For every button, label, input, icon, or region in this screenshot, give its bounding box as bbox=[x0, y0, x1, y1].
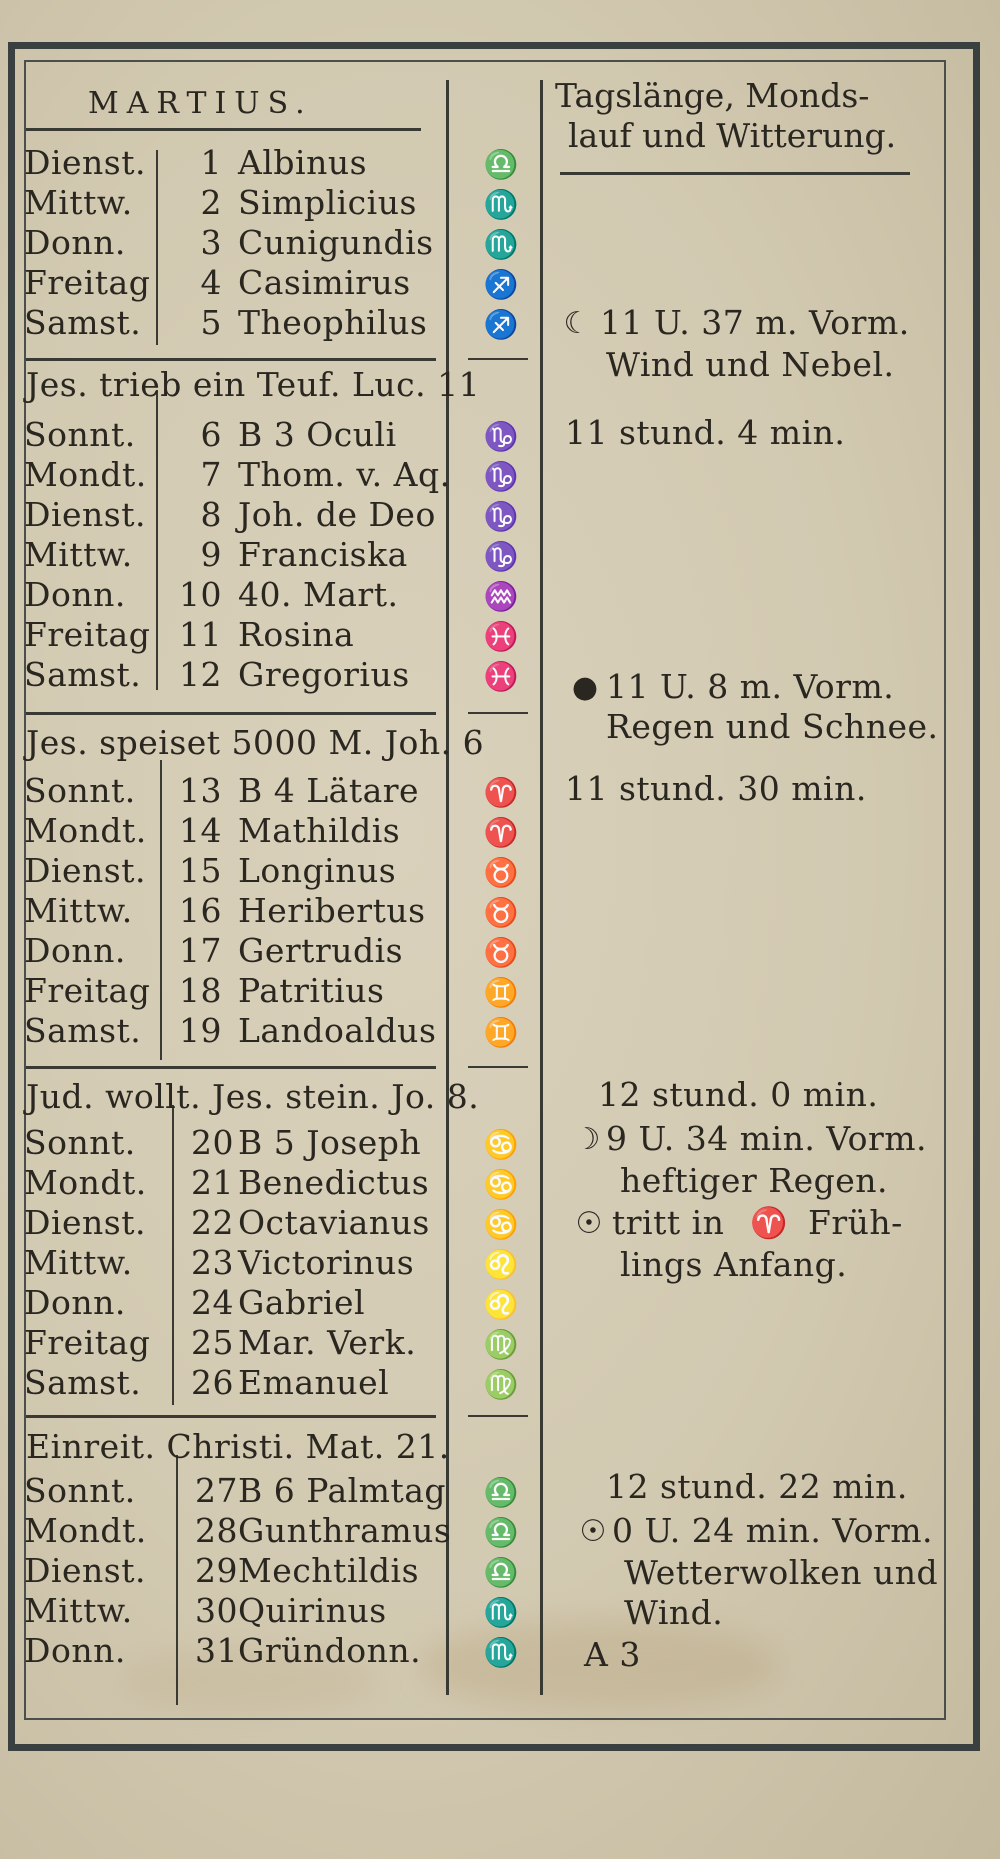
gospel-reading: Jes. speiset 5000 M. Joh. 6 bbox=[26, 723, 485, 762]
zodiac-icon: ♋ bbox=[483, 1127, 519, 1161]
saint-name: Octavianus bbox=[238, 1203, 430, 1242]
zodiac-icon: ♉ bbox=[483, 935, 519, 969]
day-number: 14 bbox=[179, 811, 222, 850]
weekday: Freitag bbox=[24, 971, 151, 1010]
weekday: Dienst. bbox=[24, 1203, 146, 1242]
day-number: 1 bbox=[200, 143, 222, 182]
sun-entry-text: tritt in bbox=[612, 1203, 725, 1242]
full-moon-time: 0 U. 24 min. Vorm. bbox=[612, 1511, 934, 1550]
zodiac-icon: ♓ bbox=[483, 619, 519, 653]
last-quarter-moon-icon: ☾ bbox=[563, 305, 591, 341]
weekday: Samst. bbox=[24, 303, 142, 342]
day-number: 26 bbox=[191, 1363, 234, 1402]
column-divider bbox=[540, 80, 543, 1695]
saint-name: Landoaldus bbox=[238, 1011, 437, 1050]
gospel-reading: Jes. trieb ein Teuf. Luc. 11 bbox=[26, 365, 481, 404]
day-number: 23 bbox=[191, 1243, 234, 1282]
signature-mark: A 3 bbox=[584, 1635, 641, 1674]
saint-name: B 3 Oculi bbox=[238, 415, 397, 454]
first-quarter-moon-icon: ☽ bbox=[573, 1121, 601, 1157]
zodiac-icon: ♏ bbox=[483, 1595, 519, 1629]
header-rule bbox=[26, 128, 421, 131]
day-number: 29 bbox=[195, 1551, 238, 1590]
day-number: 30 bbox=[195, 1591, 238, 1630]
weekday: Dienst. bbox=[24, 143, 146, 182]
weekday: Sonnt. bbox=[24, 1471, 136, 1510]
zodiac-icon: ♐ bbox=[483, 307, 519, 341]
month-title: MARTIUS. bbox=[88, 86, 313, 121]
saint-name: B 4 Lätare bbox=[238, 771, 420, 810]
first-quarter-time: 9 U. 34 min. Vorm. bbox=[606, 1119, 928, 1158]
weekday: Mittw. bbox=[24, 1243, 133, 1282]
zodiac-icon: ♐ bbox=[483, 267, 519, 301]
weather-note: Wetterwolken und bbox=[624, 1553, 939, 1592]
week-rule bbox=[26, 358, 436, 361]
day-length: 12 stund. 0 min. bbox=[598, 1075, 879, 1114]
weekday: Donn. bbox=[24, 1283, 126, 1322]
zodiac-icon: ♎ bbox=[483, 1515, 519, 1549]
new-moon-icon: ● bbox=[571, 669, 599, 705]
gospel-reading: Einreit. Christi. Mat. 21. bbox=[26, 1427, 450, 1466]
saint-name: Rosina bbox=[238, 615, 355, 654]
weekday: Freitag bbox=[24, 1323, 151, 1362]
weekday: Mittw. bbox=[24, 1591, 133, 1630]
saint-name: Longinus bbox=[238, 851, 397, 890]
day-length: 12 stund. 22 min. bbox=[606, 1467, 908, 1506]
weekday: Mondt. bbox=[24, 455, 147, 494]
day-number: 6 bbox=[200, 415, 222, 454]
weekday: Mittw. bbox=[24, 891, 133, 930]
saint-name: Emanuel bbox=[238, 1363, 390, 1402]
sun-entry-text: lings Anfang. bbox=[620, 1245, 848, 1284]
weekday: Mittw. bbox=[24, 183, 133, 222]
last-quarter-time: 11 U. 37 m. Vorm. bbox=[600, 303, 910, 342]
weekday: Mondt. bbox=[24, 1163, 147, 1202]
saint-name: Quirinus bbox=[238, 1591, 387, 1630]
saint-name: Simplicius bbox=[238, 183, 417, 222]
new-moon-time: 11 U. 8 m. Vorm. bbox=[606, 667, 895, 706]
day-number: 19 bbox=[179, 1011, 222, 1050]
zodiac-icon: ♊ bbox=[483, 975, 519, 1009]
weekday: Dienst. bbox=[24, 495, 146, 534]
weekday: Sonnt. bbox=[24, 1123, 136, 1162]
zodiac-icon: ♉ bbox=[483, 895, 519, 929]
saint-name: Gertrudis bbox=[238, 931, 404, 970]
day-length: 11 stund. 30 min. bbox=[565, 769, 867, 808]
zodiac-icon: ♑ bbox=[483, 459, 519, 493]
zodiac-icon: ♑ bbox=[483, 419, 519, 453]
header-rule bbox=[560, 172, 910, 175]
zodiac-icon: ♑ bbox=[483, 499, 519, 533]
day-number: 9 bbox=[200, 535, 222, 574]
full-moon-icon: ☉ bbox=[579, 1513, 607, 1549]
weekday: Donn. bbox=[24, 1631, 126, 1670]
saint-name: Albinus bbox=[238, 143, 368, 182]
saint-name: Mathildis bbox=[238, 811, 401, 850]
day-number: 2 bbox=[200, 183, 222, 222]
saint-name: Casimirus bbox=[238, 263, 411, 302]
weekday: Samst. bbox=[24, 655, 142, 694]
zodiac-rule bbox=[468, 358, 528, 360]
weekday: Samst. bbox=[24, 1011, 142, 1050]
day-number-divider bbox=[172, 1105, 174, 1405]
zodiac-icon: ♎ bbox=[483, 147, 519, 181]
zodiac-icon: ♉ bbox=[483, 855, 519, 889]
day-number: 5 bbox=[200, 303, 222, 342]
day-number: 13 bbox=[179, 771, 222, 810]
zodiac-icon: ♍ bbox=[483, 1327, 519, 1361]
zodiac-icon: ♏ bbox=[483, 227, 519, 261]
right-column-title: lauf und Witterung. bbox=[568, 116, 897, 155]
zodiac-icon: ♈ bbox=[483, 775, 519, 809]
weather-note: Wind und Nebel. bbox=[606, 345, 895, 384]
saint-name: Heribertus bbox=[238, 891, 426, 930]
day-number: 4 bbox=[200, 263, 222, 302]
zodiac-icon: ♎ bbox=[483, 1555, 519, 1589]
saint-name: Victorinus bbox=[238, 1243, 415, 1282]
day-number: 16 bbox=[179, 891, 222, 930]
day-number: 8 bbox=[200, 495, 222, 534]
saint-name: Thom. v. Aq. bbox=[238, 455, 451, 494]
day-number: 27 bbox=[195, 1471, 238, 1510]
weather-note: Regen und Schnee. bbox=[606, 707, 939, 746]
zodiac-icon: ♌ bbox=[483, 1247, 519, 1281]
day-length: 11 stund. 4 min. bbox=[565, 413, 846, 452]
zodiac-icon: ♒ bbox=[483, 579, 519, 613]
zodiac-icon: ♎ bbox=[483, 1475, 519, 1509]
weekday: Donn. bbox=[24, 575, 126, 614]
day-number: 12 bbox=[179, 655, 222, 694]
saint-name: Theophilus bbox=[238, 303, 428, 342]
weather-note: Wind. bbox=[624, 1593, 724, 1632]
day-number: 18 bbox=[179, 971, 222, 1010]
saint-name: Benedictus bbox=[238, 1163, 430, 1202]
day-number: 15 bbox=[179, 851, 222, 890]
right-column-title: Tagslänge, Monds- bbox=[555, 76, 870, 115]
saint-name: Gründonn. bbox=[238, 1631, 422, 1670]
weekday: Donn. bbox=[24, 223, 126, 262]
weekday: Freitag bbox=[24, 615, 151, 654]
saint-name: Gregorius bbox=[238, 655, 410, 694]
zodiac-icon: ♈ bbox=[483, 815, 519, 849]
saint-name: Mar. Verk. bbox=[238, 1323, 417, 1362]
zodiac-icon: ♑ bbox=[483, 539, 519, 573]
saint-name: Joh. de Deo bbox=[238, 495, 436, 534]
day-number-divider bbox=[160, 760, 162, 1060]
saint-name: Franciska bbox=[238, 535, 408, 574]
weekday: Freitag bbox=[24, 263, 151, 302]
zodiac-rule bbox=[468, 1066, 528, 1068]
weekday: Donn. bbox=[24, 931, 126, 970]
zodiac-icon: ♏ bbox=[483, 187, 519, 221]
saint-name: 40. Mart. bbox=[238, 575, 399, 614]
zodiac-icon: ♓ bbox=[483, 659, 519, 693]
weather-note: heftiger Regen. bbox=[620, 1161, 889, 1200]
weekday: Sonnt. bbox=[24, 771, 136, 810]
day-number: 31 bbox=[195, 1631, 238, 1670]
day-number: 17 bbox=[179, 931, 222, 970]
saint-name: Gunthramus bbox=[238, 1511, 452, 1550]
zodiac-icon: ♏ bbox=[483, 1635, 519, 1669]
weekday: Dienst. bbox=[24, 1551, 146, 1590]
weekday: Dienst. bbox=[24, 851, 146, 890]
day-number-divider bbox=[176, 1455, 178, 1705]
sun-icon: ☉ bbox=[575, 1205, 603, 1241]
saint-name: Cunigundis bbox=[238, 223, 434, 262]
day-number: 20 bbox=[191, 1123, 234, 1162]
week-rule bbox=[26, 1415, 436, 1418]
zodiac-icon: ♍ bbox=[483, 1367, 519, 1401]
zodiac-icon: ♋ bbox=[483, 1207, 519, 1241]
saint-name: Gabriel bbox=[238, 1283, 366, 1322]
day-number: 24 bbox=[191, 1283, 234, 1322]
day-number: 3 bbox=[200, 223, 222, 262]
weekday: Mondt. bbox=[24, 1511, 147, 1550]
saint-name: B 6 Palmtag bbox=[238, 1471, 447, 1510]
day-number: 10 bbox=[179, 575, 222, 614]
sun-entry-text: Früh- bbox=[808, 1203, 903, 1242]
aries-sign-icon: ♈ bbox=[750, 1205, 788, 1241]
day-number: 22 bbox=[191, 1203, 234, 1242]
week-rule bbox=[26, 1066, 436, 1069]
weekday: Sonnt. bbox=[24, 415, 136, 454]
day-number: 7 bbox=[200, 455, 222, 494]
day-number: 25 bbox=[191, 1323, 234, 1362]
week-rule bbox=[26, 712, 436, 715]
saint-name: Mechtildis bbox=[238, 1551, 420, 1590]
day-number: 21 bbox=[191, 1163, 234, 1202]
zodiac-icon: ♊ bbox=[483, 1015, 519, 1049]
weekday: Mittw. bbox=[24, 535, 133, 574]
zodiac-rule bbox=[468, 1415, 528, 1417]
saint-name: B 5 Joseph bbox=[238, 1123, 422, 1162]
zodiac-rule bbox=[468, 712, 528, 714]
weekday: Mondt. bbox=[24, 811, 147, 850]
zodiac-icon: ♋ bbox=[483, 1167, 519, 1201]
day-number: 11 bbox=[179, 615, 222, 654]
day-number: 28 bbox=[195, 1511, 238, 1550]
saint-name: Patritius bbox=[238, 971, 385, 1010]
zodiac-icon: ♌ bbox=[483, 1287, 519, 1321]
gospel-reading: Jud. wollt. Jes. stein. Jo. 8. bbox=[26, 1077, 480, 1116]
weekday: Samst. bbox=[24, 1363, 142, 1402]
